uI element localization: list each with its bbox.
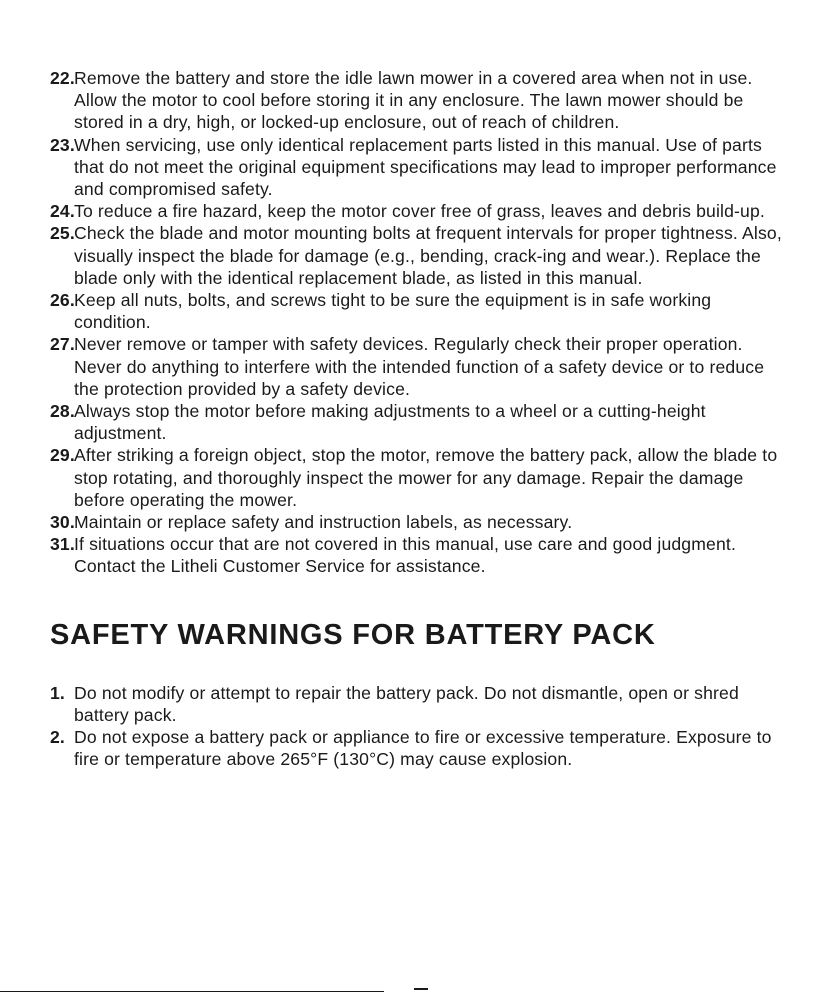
item-text: Do not expose a battery pack or appliance to fire or excessive temperature. Exposure to fire or temperature above 265°F (130°C) may cause explosion.: [74, 727, 772, 770]
list-item: [50, 444, 785, 511]
list-item: [50, 726, 785, 770]
item-text: Never remove or tamper with safety devices. Regularly check their proper operation. Never do anything to interfere with the intended function of a safety device or to reduce the protection provided by a safety device.: [74, 334, 765, 399]
item-text: Always stop the motor before making adjustments to a wheel or a cutting-height adjustment.: [74, 401, 706, 444]
item-number: 24.: [50, 201, 75, 222]
item-number: 22.: [50, 68, 75, 88]
footer-dash: [414, 988, 428, 990]
item-text: If situations occur that are not covered in this manual, use care and good judgment. Contact the Litheli Customer Service for assistance.: [74, 534, 736, 577]
item-number: 31.: [50, 534, 75, 555]
list-item: [50, 400, 785, 444]
item-text: Maintain or replace safety and instruction labels, as necessary.: [74, 512, 573, 533]
section-heading: SAFETY WARNINGS FOR BATTERY PACK: [50, 618, 656, 651]
item-number: 23.: [50, 134, 75, 155]
battery-safety-list: [50, 682, 785, 771]
item-number: 25.: [50, 223, 75, 244]
item-text: Keep all nuts, bolts, and screws tight to be sure the equipment is in safe working condition.: [74, 290, 712, 333]
general-safety-list: [50, 67, 785, 578]
manual-page-content: [50, 67, 785, 770]
item-text: Check the blade and motor mounting bolts at frequent intervals for proper tightness. Also, visually inspect the blade for damage (e.g., bending, crack-ing and wear.). Replace the blade only with the identical replacement blade, as listed in this manual.: [74, 223, 782, 288]
list-item: [50, 200, 785, 222]
item-text: When servicing, use only identical replacement parts listed in this manual. Use of parts that do not meet the original equipment specifications may lead to improper performance and compromised safety.: [74, 134, 777, 200]
item-text: To reduce a fire hazard, keep the motor cover free of grass, leaves and debris build-up.: [74, 201, 765, 222]
list-item: [50, 289, 785, 333]
footer-rule: [0, 991, 384, 992]
list-item: [50, 533, 785, 577]
item-text: Do not modify or attempt to repair the battery pack. Do not dismantle, open or shred battery pack.: [74, 682, 739, 725]
item-number: 1.: [50, 682, 65, 703]
list-item: [50, 222, 785, 289]
item-number: 30.: [50, 512, 75, 533]
item-text: Remove the battery and store the idle lawn mower in a covered area when not in use. Allow the motor to cool before storing it in any enclosure. The lawn mower should be stored in a dry, high, or locked-up enclosure, out of reach of children.: [74, 68, 753, 133]
item-number: 2.: [50, 727, 65, 748]
item-number: 28.: [50, 401, 75, 422]
item-number: 29.: [50, 445, 75, 466]
item-number: 26.: [50, 290, 75, 311]
list-item: [50, 333, 785, 400]
item-number: 27.: [50, 334, 75, 355]
item-text: After striking a foreign object, stop the motor, remove the battery pack, allow the blade to stop rotating, and thoroughly inspect the mower for any damage. Repair the damage before operating the mower.: [74, 445, 778, 510]
list-item: [50, 67, 785, 134]
list-item: [50, 682, 785, 726]
list-item: [50, 511, 785, 533]
list-item: [50, 134, 785, 201]
